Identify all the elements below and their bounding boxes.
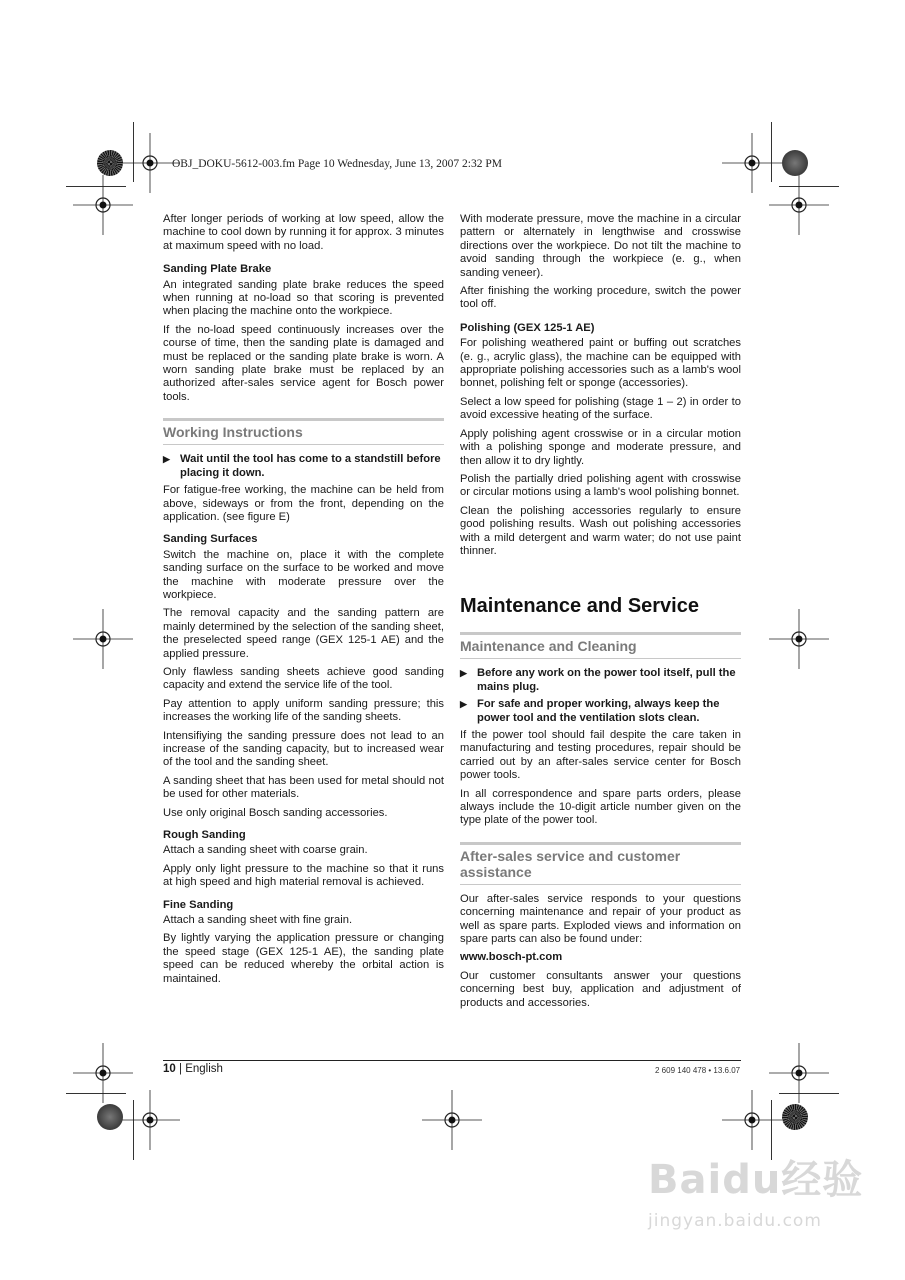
section-heading-working-instructions: Working Instructions [163, 418, 444, 445]
color-target-icon [97, 1104, 123, 1130]
watermark-brand: Baidu经验 [648, 1157, 864, 1203]
left-column [163, 213, 444, 991]
registration-mark-icon [764, 604, 834, 674]
paragraph: In all correspondence and spare parts orders, please always include the 10-digit article number given on the type plate of the power tool. [460, 787, 741, 827]
paragraph: Attach a sanding sheet with coarse grain. [163, 844, 368, 857]
footer-language: English [185, 1063, 223, 1075]
triangle-right-icon: ▶ [163, 454, 170, 465]
warning-bullet [460, 698, 741, 725]
paragraph: With moderate pressure, move the machine in a circular pattern or alternately in lengthwise and crosswise directions over the workpiece. Do not tilt the machine to avoid sanding through the workpiece (e. g., when sanding veneer). [460, 213, 741, 279]
file-header: OBJ_DOKU-5612-003.fm Page 10 Wednesday, June 13, 2007 2:32 PM [172, 158, 502, 170]
section-heading-maintenance-cleaning: Maintenance and Cleaning [460, 632, 741, 659]
registration-mark-icon [115, 1085, 185, 1155]
paragraph: After longer periods of working at low speed, allow the machine to cool down by running it for approx. 3 minutes at maximum speed with no load. [163, 213, 444, 252]
right-column [460, 213, 741, 1015]
color-target-icon [97, 150, 123, 176]
triangle-right-icon: ▶ [460, 668, 467, 679]
registration-mark-icon [717, 1085, 787, 1155]
paragraph: Attach a sanding sheet with fine grain. [163, 914, 353, 927]
paragraph: Apply only light pressure to the machine so that it runs at high speed and high material removal is achieved. [163, 862, 444, 889]
paragraph: Select a low speed for polishing (stage 1 – 2) in order to avoid excessive heating of the surface. [460, 395, 741, 422]
footer-doc-code: 2 609 140 478 • 13.6.07 [655, 1066, 741, 1075]
paragraph: Intensifiying the sanding pressure does not lead to an increase of the sanding capacity, but to increased wear of the tool and the sanding sheet. [163, 729, 444, 769]
paragraph: Apply polishing agent crosswise or in a circular motion with a polishing sponge and moderate pressure, and then allow it to dry lightly. [460, 427, 741, 467]
watermark [648, 1148, 863, 1231]
warning-bullet [460, 667, 741, 694]
section-heading-after-sales: After-sales service and customer assistance [460, 842, 741, 885]
paragraph: Our after-sales service responds to your questions concerning maintenance and repair of your product as well as spare parts. Exploded views and information on spare parts can also be found under: [460, 892, 741, 946]
footer-page-label: 10 | English [163, 1063, 223, 1075]
paragraph: For fatigue-free working, the machine can be held from above, sideways or from the front, depending on the application. (see figure E) [163, 484, 444, 523]
registration-mark-icon [68, 604, 138, 674]
subheading-sanding-surfaces: Sanding Surfaces [163, 533, 258, 546]
subheading-sanding-plate-brake: Sanding Plate Brake [163, 263, 272, 276]
subheading-rough-sanding: Rough Sanding [163, 829, 246, 842]
paragraph: If the no-load speed continuously increases over the course of time, then the sanding plate is damaged and must be replaced or the sanding plate brake is worn. A worn sanding plate brake must be replaced by an authorized after-sales service agent for Bosch power tools. [163, 323, 444, 403]
paragraph: If the power tool should fail despite the care taken in manufacturing and testing procedures, repair should be carried out by an after-sales service center for Bosch power tools. [460, 728, 741, 782]
paragraph: Polish the partially dried polishing agent with crosswise or circular motions using a lamb's wool polishing bonnet. [460, 472, 741, 499]
subheading-fine-sanding: Fine Sanding [163, 898, 234, 911]
watermark-url: jingyan.baidu.com [648, 1211, 822, 1231]
registration-mark-icon [417, 1085, 487, 1155]
triangle-right-icon: ▶ [460, 699, 467, 710]
paragraph: After finishing the working procedure, switch the power tool off. [460, 285, 741, 311]
chapter-title: Maintenance and Service [460, 595, 699, 618]
paragraph: Our customer consultants answer your questions concerning best buy, application and adjustment of products and accessories. [460, 969, 741, 1009]
color-target-icon [782, 1104, 808, 1130]
registration-mark-icon [68, 170, 138, 240]
paragraph: Only flawless sanding sheets achieve good sanding capacity and extend the service life of the tool. [163, 665, 444, 692]
bullet-text: Wait until the tool has come to a standstill before placing it down. [180, 453, 441, 479]
paragraph: The removal capacity and the sanding pattern are mainly determined by the selection of the sanding sheet, the preselected speed range (GEX 125-1 AE) and the applied pressure. [163, 607, 444, 660]
paragraph: A sanding sheet that has been used for metal should not be used for other materials. [163, 774, 444, 801]
website-link[interactable]: www.bosch-pt.com [460, 951, 563, 964]
warning-bullet [163, 453, 444, 480]
paragraph: An integrated sanding plate brake reduces the speed when running at no-load so that scoring is prevented when placing the machine onto the workpiece. [163, 278, 444, 318]
color-target-icon [782, 150, 808, 176]
paragraph: For polishing weathered paint or buffing out scratches (e. g., acrylic glass), the machine can be equipped with appropriate polishing accessories such as a lamb's wool bonnet, polishing felt or sponge (accessories). [460, 337, 741, 390]
paragraph: Pay attention to apply uniform sanding pressure; this increases the working life of the sanding sheets. [163, 697, 444, 724]
footer-rule [163, 1060, 741, 1061]
paragraph: By lightly varying the application pressure or changing the speed stage (GEX 125-1 AE), the sanding plate speed can be reduced whereby the orbital action is maintained. [163, 932, 444, 985]
subheading-polishing: Polishing (GEX 125-1 AE) [460, 321, 595, 334]
paragraph: Clean the polishing accessories regularly to ensure good polishing results. Wash out polishing accessories with a mild detergent and warm water; do not use paint thinner. [460, 504, 741, 557]
paragraph: Use only original Bosch sanding accessories. [163, 806, 388, 819]
registration-mark-icon [764, 170, 834, 240]
bullet-text: Before any work on the power tool itself, pull the mains plug. [477, 667, 736, 693]
paragraph: Switch the machine on, place it with the complete sanding surface on the surface to be worked and move the machine with moderate pressure over the workpiece. [163, 548, 444, 601]
page-number: 10 [163, 1063, 176, 1075]
bullet-text: For safe and proper working, always keep the power tool and the ventilation slots clean. [477, 698, 720, 724]
